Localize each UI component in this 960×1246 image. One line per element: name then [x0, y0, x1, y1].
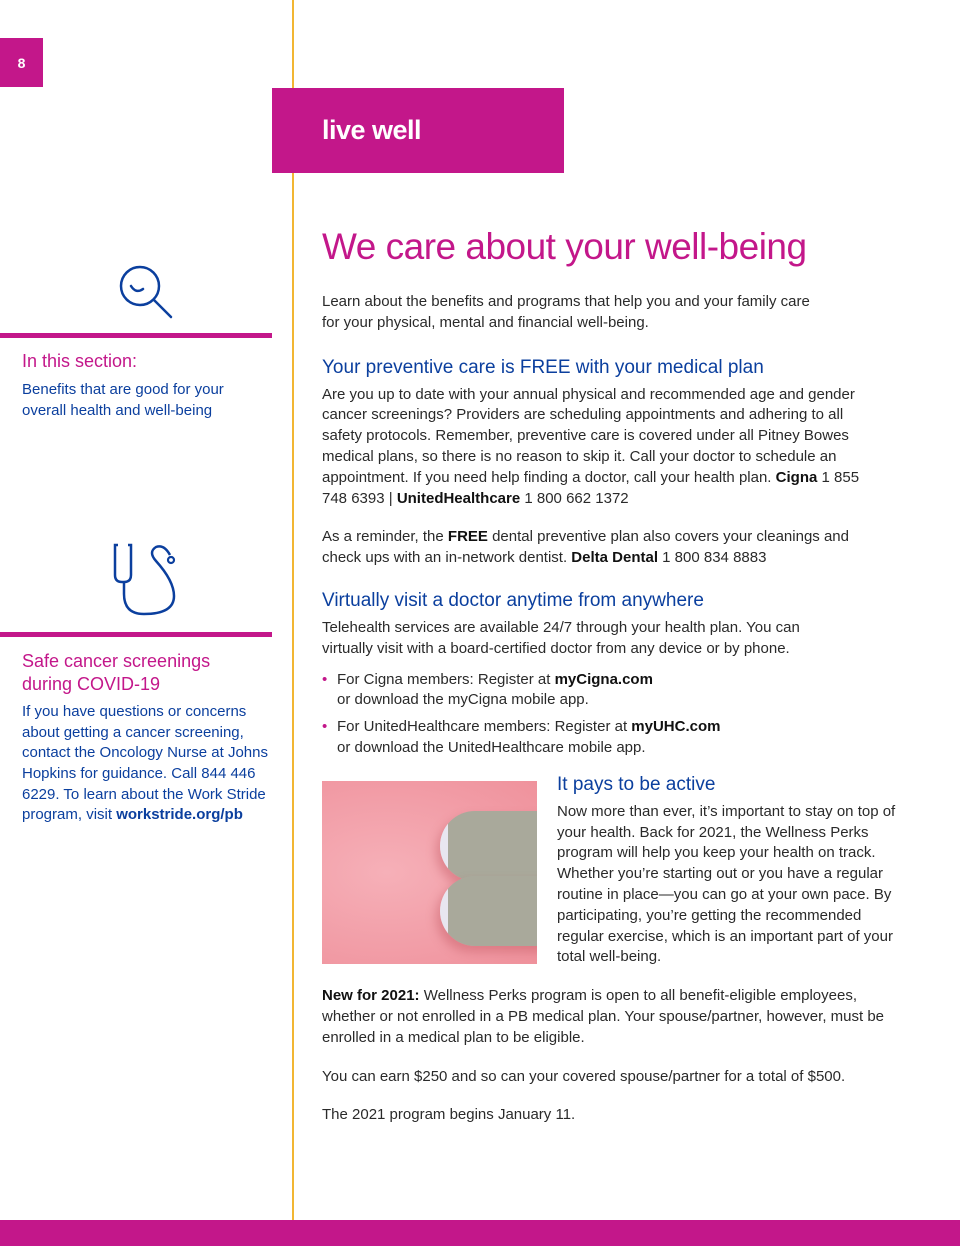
mycigna-link[interactable]: myCigna.com — [554, 670, 653, 688]
page-title: We care about your well-being — [322, 226, 807, 267]
active-heading: It pays to be active — [557, 773, 716, 795]
section-rule — [0, 333, 272, 338]
section-banner: live well — [272, 88, 564, 173]
cancer-text — [0, 702, 272, 826]
active-text: Now more than ever, it’s important to stay on top of your health. Back for 2021, the Wellness Perks program will help you keep your health on track. Whether you’re starting out or you have a regular routine in place—you can go at your own pace. By participating, you’re getting the recommended regular exercise, which is an important part of your total well-being. — [557, 802, 896, 966]
bullet-uhc: • For UnitedHealthcare members: Register at myUHC.com or download the UnitedHealthcare mobile app. — [322, 717, 842, 759]
begins-text: The 2021 program begins January 11. — [322, 1106, 576, 1124]
virtual-section — [322, 589, 842, 759]
main-column — [322, 224, 922, 1126]
wellness-details — [322, 986, 907, 1126]
page-number: 8 — [0, 38, 43, 87]
virtual-text: Telehealth services are available 24/7 through your health plan. You can virtually visit with a board-certified doctor from any device or by phone. — [322, 618, 800, 657]
earn-text: You can earn $250 and so can your covered spouse/partner for a total of $500. — [322, 1067, 846, 1085]
preventive-text: Are you up to date with your annual physical and recommended age and gender cancer screenings? Providers are scheduling appointments and adhering to all safety protocols. Remember, preventive care is covered under all Pitney Bowes medical plans, so there is no reason to skip it. Call your doctor to schedule an appointment. If you need help finding a doctor, call your health plan. Cigna 1 855 748 6393 | UnitedHealthcare 1 800 662 1372 — [322, 385, 860, 507]
workstride-link[interactable]: workstride.org/pb — [116, 806, 243, 824]
preventive-section — [322, 356, 882, 569]
active-section — [557, 773, 912, 968]
magnifier-icon — [118, 264, 176, 320]
cancer-heading: Safe cancer screenings during COVID-19 — [22, 651, 211, 695]
divider-line — [292, 0, 294, 1220]
sneakers-photo — [322, 781, 537, 964]
dental-text: As a reminder, the FREE dental preventive plan also covers your cleanings and check ups with an in-network dentist. Delta Dental 1 800 834 8883 — [322, 528, 849, 567]
virtual-heading: Virtually visit a doctor anytime from anywhere — [322, 589, 704, 611]
section-text: Benefits that are good for your overall health and well-being — [22, 381, 224, 419]
cancer-body: If you have questions or concerns about getting a cancer screening, contact the Oncology Nurse at Johns Hopkins for guidance. Call 844 446 6229. To learn about the Work Stride program, visit — [22, 703, 268, 824]
section-heading: In this section: — [22, 351, 138, 371]
sidebar — [0, 264, 272, 826]
intro-text: Learn about the benefits and programs that help you and your family care for your physical, mental and financial well-being. — [322, 293, 810, 331]
bullet-cigna: • For Cigna members: Register at myCigna.com or download the myCigna mobile app. — [322, 670, 842, 712]
active-row — [322, 773, 922, 968]
stethoscope-icon — [110, 541, 180, 619]
new-for-2021-text: New for 2021: Wellness Perks program is open to all benefit-eligible employees, whether or not enrolled in a PB medical plan. Your spouse/partner, however, must be enrolled in a medical plan to be eligible. — [322, 987, 885, 1046]
myuhc-link[interactable]: myUHC.com — [631, 718, 721, 736]
preventive-heading: Your preventive care is FREE with your medical plan — [322, 356, 764, 378]
footer-bar — [0, 1220, 960, 1246]
cancer-rule — [0, 632, 272, 637]
